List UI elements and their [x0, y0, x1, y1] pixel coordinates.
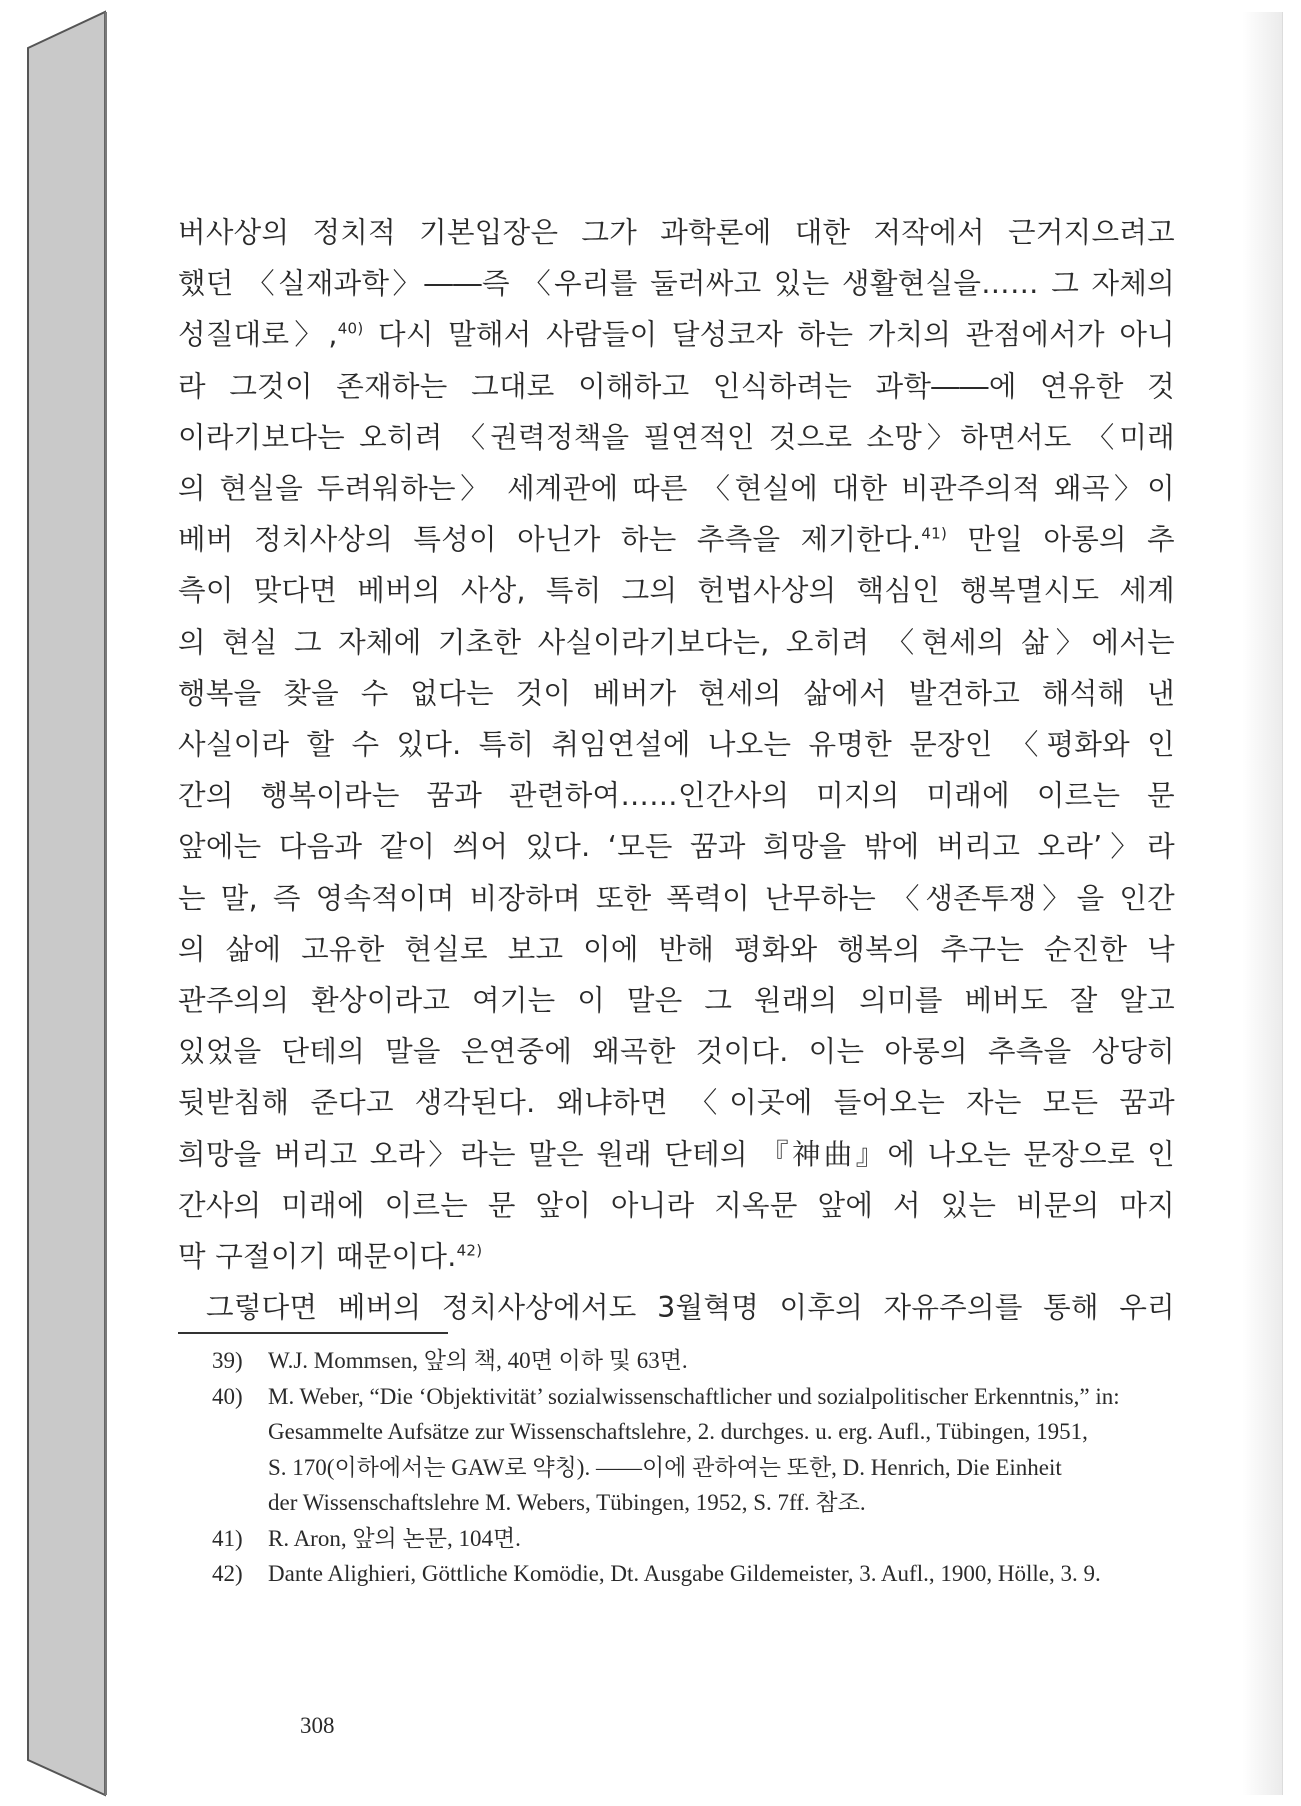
book-edge — [0, 0, 110, 1806]
page-shading — [1242, 12, 1282, 1795]
footnote-divider — [178, 1332, 448, 1334]
footnote-text: der Wissenschaftslehre M. Webers, Tübingen, 1952, S. 7ff. 참조. — [268, 1490, 866, 1515]
footnote-text: S. 170(이하에서는 GAW로 약칭). ――이에 관하여는 또한, D. Henrich, Die Einheit — [268, 1454, 1062, 1480]
page-number: 308 — [300, 1713, 335, 1738]
text-line: 희망을 버리고 오라〉라는 말은 원래 단테의 『神曲』에 나오는 문장으로 인 — [178, 1137, 1175, 1171]
footnote-42 — [212, 1556, 1172, 1592]
footnote-40 — [212, 1379, 1172, 1521]
footnote-ref-41[interactable]: 41) — [921, 524, 948, 543]
footnote-41 — [212, 1521, 1172, 1557]
text-line: 의 현실을 두려워하는〉 세계관에 따른 〈현실에 대한 비관주의적 왜곡〉이 — [178, 472, 1175, 506]
text-line: 뒷받침해 준다고 생각된다. 왜냐하면 〈이곳에 들어오는 자는 모든 꿈과 — [178, 1086, 1175, 1120]
paragraph-start-line: 그렇다면 베버의 정치사상에서도 3월혁명 이후의 자유주의를 통해 우리 — [206, 1291, 1175, 1325]
footnotes — [212, 1343, 1172, 1592]
text-line: 행복을 찾을 수 없다는 것이 베버가 현세의 삶에서 발견하고 해석해 낸 — [178, 676, 1175, 710]
text-line: 막 구절이기 때문이다.$^{42)}$ — [178, 1240, 483, 1274]
text-line: 이라기보다는 오히려 〈권력정책을 필연적인 것으로 소망〉하면서도 〈미래 — [178, 420, 1175, 454]
text-line: 간의 행복이라는 꿈과 관련하여……인간사의 미지의 미래에 이르는 문 — [178, 779, 1175, 813]
footnote-39 — [212, 1343, 1172, 1379]
text-line: 베버 정치사상의 특성이 아닌가 하는 추측을 제기한다.$^{41)}$ 만일 아롱의 추 — [178, 523, 1175, 557]
footnote-ref-40[interactable]: 40) — [337, 319, 364, 338]
body-text — [178, 207, 1175, 1333]
footnote-text: M. Weber, “Die ‘Objektivität’ sozialwissenschaftlicher und sozialpolitischer Erkenntnis,” in: — [268, 1383, 1120, 1409]
text-line: 는 말, 즉 영속적이며 비장하며 또한 폭력이 난무하는 〈생존투쟁〉을 인간 — [178, 881, 1175, 915]
text-line: 했던 〈실재과학〉――즉 〈우리를 둘러싸고 있는 생활현실을…… 그 자체의 — [178, 267, 1175, 301]
text-line: 간사의 미래에 이르는 문 앞이 아니라 지옥문 앞에 서 있는 비문의 마지 — [178, 1188, 1175, 1222]
text-line: 의 삶에 고유한 현실로 보고 이에 반해 평화와 행복의 추구는 순진한 낙 — [178, 932, 1175, 966]
footnote-text: Gesammelte Aufsätze zur Wissenschaftslehre, 2. durchges. u. erg. Aufl., Tübingen, 1951, — [268, 1419, 1088, 1444]
text-line: 앞에는 다음과 같이 씌어 있다. ‘모든 꿈과 희망을 밖에 버리고 오라’〉라 — [178, 830, 1175, 864]
footnote-number: 39) — [212, 1348, 243, 1373]
text-line: 측이 맞다면 베버의 사상, 특히 그의 헌법사상의 핵심인 행복멸시도 세계 — [178, 574, 1175, 608]
footnote-number: 40) — [212, 1383, 243, 1409]
text-line: 버사상의 정치적 기본입장은 그가 과학론에 대한 저작에서 근거지으려고 — [178, 216, 1175, 249]
footnote-text: W.J. Mommsen, 앞의 책, 40면 이하 및 63면. — [268, 1348, 688, 1373]
text-line: 성질대로〉,$^{40)}$ 다시 말해서 사람들이 달성코자 하는 가치의 관점에서가 아니 — [178, 318, 1176, 352]
text-line: 사실이라 할 수 있다. 특히 취임연설에 나오는 유명한 문장인 〈평화와 인 — [178, 728, 1175, 762]
text-line: 관주의의 환상이라고 여기는 이 말은 그 원래의 의미를 베버도 잘 알고 — [178, 984, 1175, 1018]
footnote-ref-42[interactable]: 42) — [456, 1241, 483, 1260]
footnote-number: 42) — [212, 1561, 243, 1586]
footnote-number: 41) — [212, 1525, 243, 1551]
text-line: 의 현실 그 자체에 기초한 사실이라기보다는, 오히려 〈현세의 삶〉에서는 — [178, 625, 1175, 659]
footnote-text: Dante Alighieri, Göttliche Komödie, Dt. Ausgabe Gildemeister, 3. Aufl., 1900, Hölle, 3. 9. — [268, 1561, 1101, 1586]
text-line: 있었을 단테의 말을 은연중에 왜곡한 것이다. 이는 아롱의 추측을 상당히 — [178, 1035, 1175, 1069]
text-line: 라 그것이 존재하는 그대로 이해하고 인식하려는 과학――에 연유한 것 — [178, 369, 1175, 403]
footnote-text: R. Aron, 앞의 논문, 104면. — [268, 1525, 521, 1551]
